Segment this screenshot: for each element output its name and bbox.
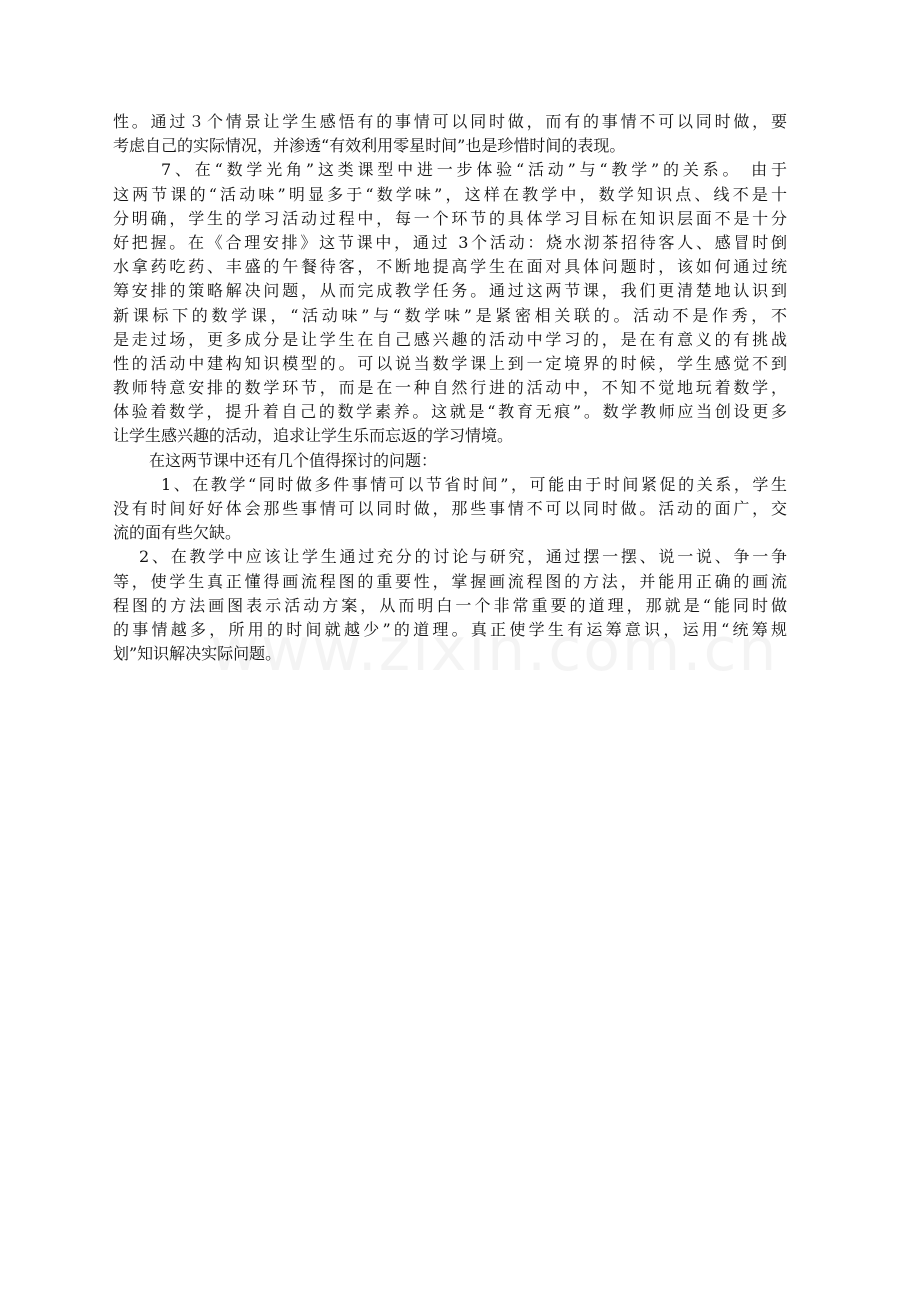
text-line: 新课标下的数学课，“活动味”与“数学味”是紧密相关联的。活动不是作秀，不 — [113, 305, 787, 325]
text-line: 分明确，学生的学习活动过程中，每一个环节的具体学习目标在知识层面不是十分 — [113, 208, 787, 228]
document-body — [113, 110, 787, 666]
text-line: 1、在教学“同时做多件事情可以节省时间”，可能由于时间紧促的关系，学生 — [161, 474, 787, 494]
text-line: 的事情越多，所用的时间就越少”的道理。真正使学生有运筹意识，运用“统筹规 — [113, 619, 787, 639]
text-line: 让学生感兴趣的活动，追求让学生乐而忘返的学习情境。 — [113, 426, 514, 446]
text-line: 性。通过３个情景让学生感悟有的事情可以同时做，而有的事情不可以同时做，要 — [113, 112, 787, 131]
text-line: 2、在教学中应该让学生通过充分的讨论与研究，通过摆一摆、说一说、争一争 — [139, 547, 787, 567]
text-line: 在这两节课中还有几个值得探讨的问题： — [149, 450, 438, 470]
text-line: 教师特意安排的数学环节，而是在一种自然行进的活动中，不知不觉地玩着数学， — [113, 378, 787, 398]
text-line: 没有时间好好体会那些事情可以同时做，那些事情不可以同时做。活动的面广，交 — [113, 499, 787, 518]
text-line: 等，使学生真正懂得画流程图的重要性，掌握画流程图的方法，并能用正确的画流 — [113, 571, 787, 591]
text-line: 流的面有些欠缺。 — [113, 523, 242, 543]
text-line: 筹安排的策略解决问题，从而完成教学任务。通过这两节课，我们更清楚地认识到 — [113, 281, 787, 301]
text-line: 划”知识解决实际问题。 — [113, 644, 282, 664]
text-line: 性的活动中建构知识模型的。可以说当数学课上到一定境界的时候，学生感觉不到 — [113, 353, 787, 373]
text-line: 好把握。在《合理安排》这节课中，通过 3个活动：烧水沏茶招待客人、感冒时倒 — [113, 232, 787, 252]
text-line: 这两节课的“活动味”明显多于“数学味”，这样在教学中，数学知识点、线不是十 — [113, 184, 787, 204]
text-line: 体验着数学，提升着自己的数学素养。这就是“教育无痕”。数学教师应当创设更多 — [113, 402, 787, 422]
text-line: 是走过场，更多成分是让学生在自己感兴趣的活动中学习的，是在有意义的有挑战 — [113, 329, 787, 349]
text-line: 7、在“数学光角”这类课型中进一步体验“活动”与“教学”的关系。 由于 — [161, 160, 787, 180]
text-line: 水拿药吃药、丰盛的午餐待客，不断地提高学生在面对具体问题时，该如何通过统 — [113, 257, 787, 277]
text-line: 考虑自己的实际情况，并渗透“有效利用零星时间”也是珍惜时间的表现。 — [113, 136, 626, 156]
text-line: 程图的方法画图表示活动方案，从而明白一个非常重要的道理，那就是“能同时做 — [113, 595, 787, 615]
